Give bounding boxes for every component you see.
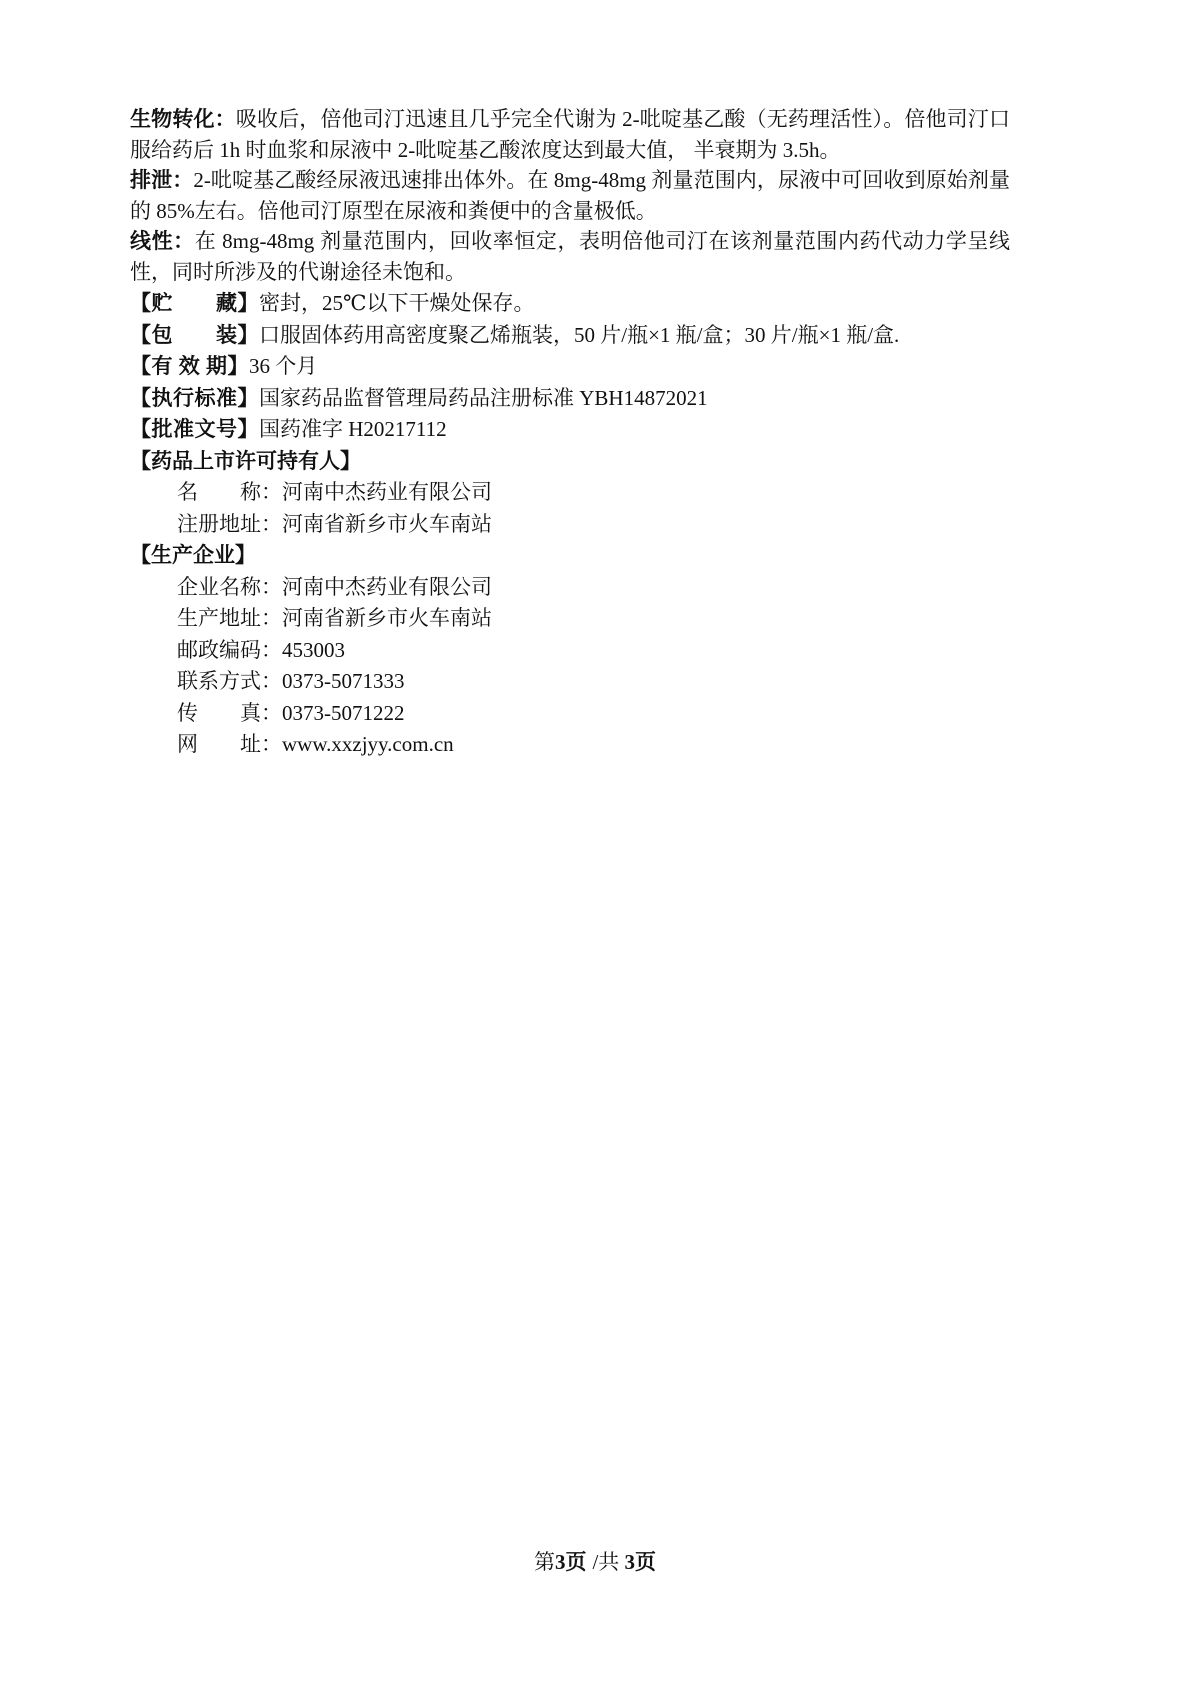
holder-address-value: 河南省新乡市火车南站	[282, 511, 492, 536]
holder-name-label: 名 称：	[177, 480, 282, 504]
manufacturer-address-row	[130, 603, 1010, 634]
footer-current-page: 3页	[554, 1550, 587, 1574]
holder-address-label: 注册地址：	[177, 511, 282, 536]
field-shelf-life	[130, 351, 1010, 382]
field-storage	[130, 288, 1010, 319]
manufacturer-fax-row	[130, 698, 1010, 729]
field-standard-value: 国家药品监督管理局药品注册标准 YBH14872021	[259, 385, 708, 410]
paragraph-linearity	[130, 226, 1010, 287]
footer-separator: /共	[592, 1550, 620, 1574]
field-shelf-life-label: 【有 效 期】	[130, 354, 249, 378]
manufacturer-phone-label: 联系方式：	[177, 669, 282, 693]
field-standard	[130, 383, 1010, 414]
paragraph-linearity-text: 在 8mg-48mg 剂量范围内，回收率恒定，表明倍他司汀在该剂量范围内药代动力学呈线性，同时所涉及的代谢途径未饱和。	[130, 229, 1010, 284]
manufacturer-website-row	[130, 729, 1010, 760]
manufacturer-postcode-row	[130, 635, 1010, 666]
page-content	[130, 104, 1010, 760]
holder-name-row	[130, 477, 1010, 508]
manufacturer-phone-row	[130, 666, 1010, 697]
field-shelf-life-value: 36 个月	[249, 354, 318, 378]
paragraph-excretion	[130, 165, 1010, 226]
footer-total-pages: 3页	[624, 1550, 657, 1574]
manufacturer-name-row	[130, 572, 1010, 603]
manufacturer-website-label: 网 址：	[177, 732, 282, 756]
manufacturer-fax-label: 传 真：	[177, 700, 282, 725]
field-storage-label: 【贮 藏】	[130, 291, 259, 315]
page-footer	[0, 1549, 1190, 1575]
manufacturer-name-value: 河南中杰药业有限公司	[282, 574, 492, 599]
paragraph-excretion-label: 排泄：	[130, 168, 194, 192]
manufacturer-name-label: 企业名称：	[177, 574, 282, 599]
paragraph-biotransformation	[130, 104, 1010, 165]
manufacturer-address-value: 河南省新乡市火车南站	[282, 606, 492, 630]
manufacturer-postcode-value: 453003	[282, 637, 345, 662]
field-approval-number-value: 国药准字 H20217112	[259, 417, 447, 441]
holder-address-row	[130, 509, 1010, 540]
paragraph-biotransformation-text: 吸收后，倍他司汀迅速且几乎完全代谢为 2-吡啶基乙酸（无药理活性）。倍他司汀口服给药后 1h 时血浆和尿液中 2-吡啶基乙酸浓度达到最大值， 半衰期为 3.5h。	[130, 107, 1010, 162]
field-standard-label: 【执行标准】	[130, 385, 259, 410]
manufacturer-postcode-label: 邮政编码：	[177, 637, 282, 662]
manufacturer-section-heading: 【生产企业】	[130, 543, 256, 567]
manufacturer-phone-value: 0373-5071333	[282, 669, 405, 693]
holder-name-value: 河南中杰药业有限公司	[282, 480, 492, 504]
paragraph-biotransformation-label: 生物转化：	[130, 107, 236, 131]
field-approval-number-label: 【批准文号】	[130, 417, 259, 441]
manufacturer-fax-value: 0373-5071222	[282, 700, 405, 725]
holder-section-heading: 【药品上市许可持有人】	[130, 448, 361, 473]
field-packaging-value: 口服固体药用高密度聚乙烯瓶装，50 片/瓶×1 瓶/盒；30 片/瓶×1 瓶/盒.	[259, 322, 900, 347]
footer-prefix: 第	[533, 1550, 555, 1574]
paragraph-excretion-text: 2-吡啶基乙酸经尿液迅速排出体外。在 8mg-48mg 剂量范围内，尿液中可回收到原始剂量的 85%左右。倍他司汀原型在尿液和粪便中的含量极低。	[130, 168, 1011, 223]
field-packaging-label: 【包 装】	[130, 322, 259, 347]
manufacturer-website-value: www.xxzjyy.com.cn	[282, 732, 454, 756]
field-packaging	[130, 320, 1010, 351]
field-storage-value: 密封，25℃以下干燥处保存。	[259, 291, 535, 315]
field-approval-number	[130, 414, 1010, 445]
paragraph-linearity-label: 线性：	[130, 229, 195, 253]
manufacturer-address-label: 生产地址：	[177, 606, 282, 630]
